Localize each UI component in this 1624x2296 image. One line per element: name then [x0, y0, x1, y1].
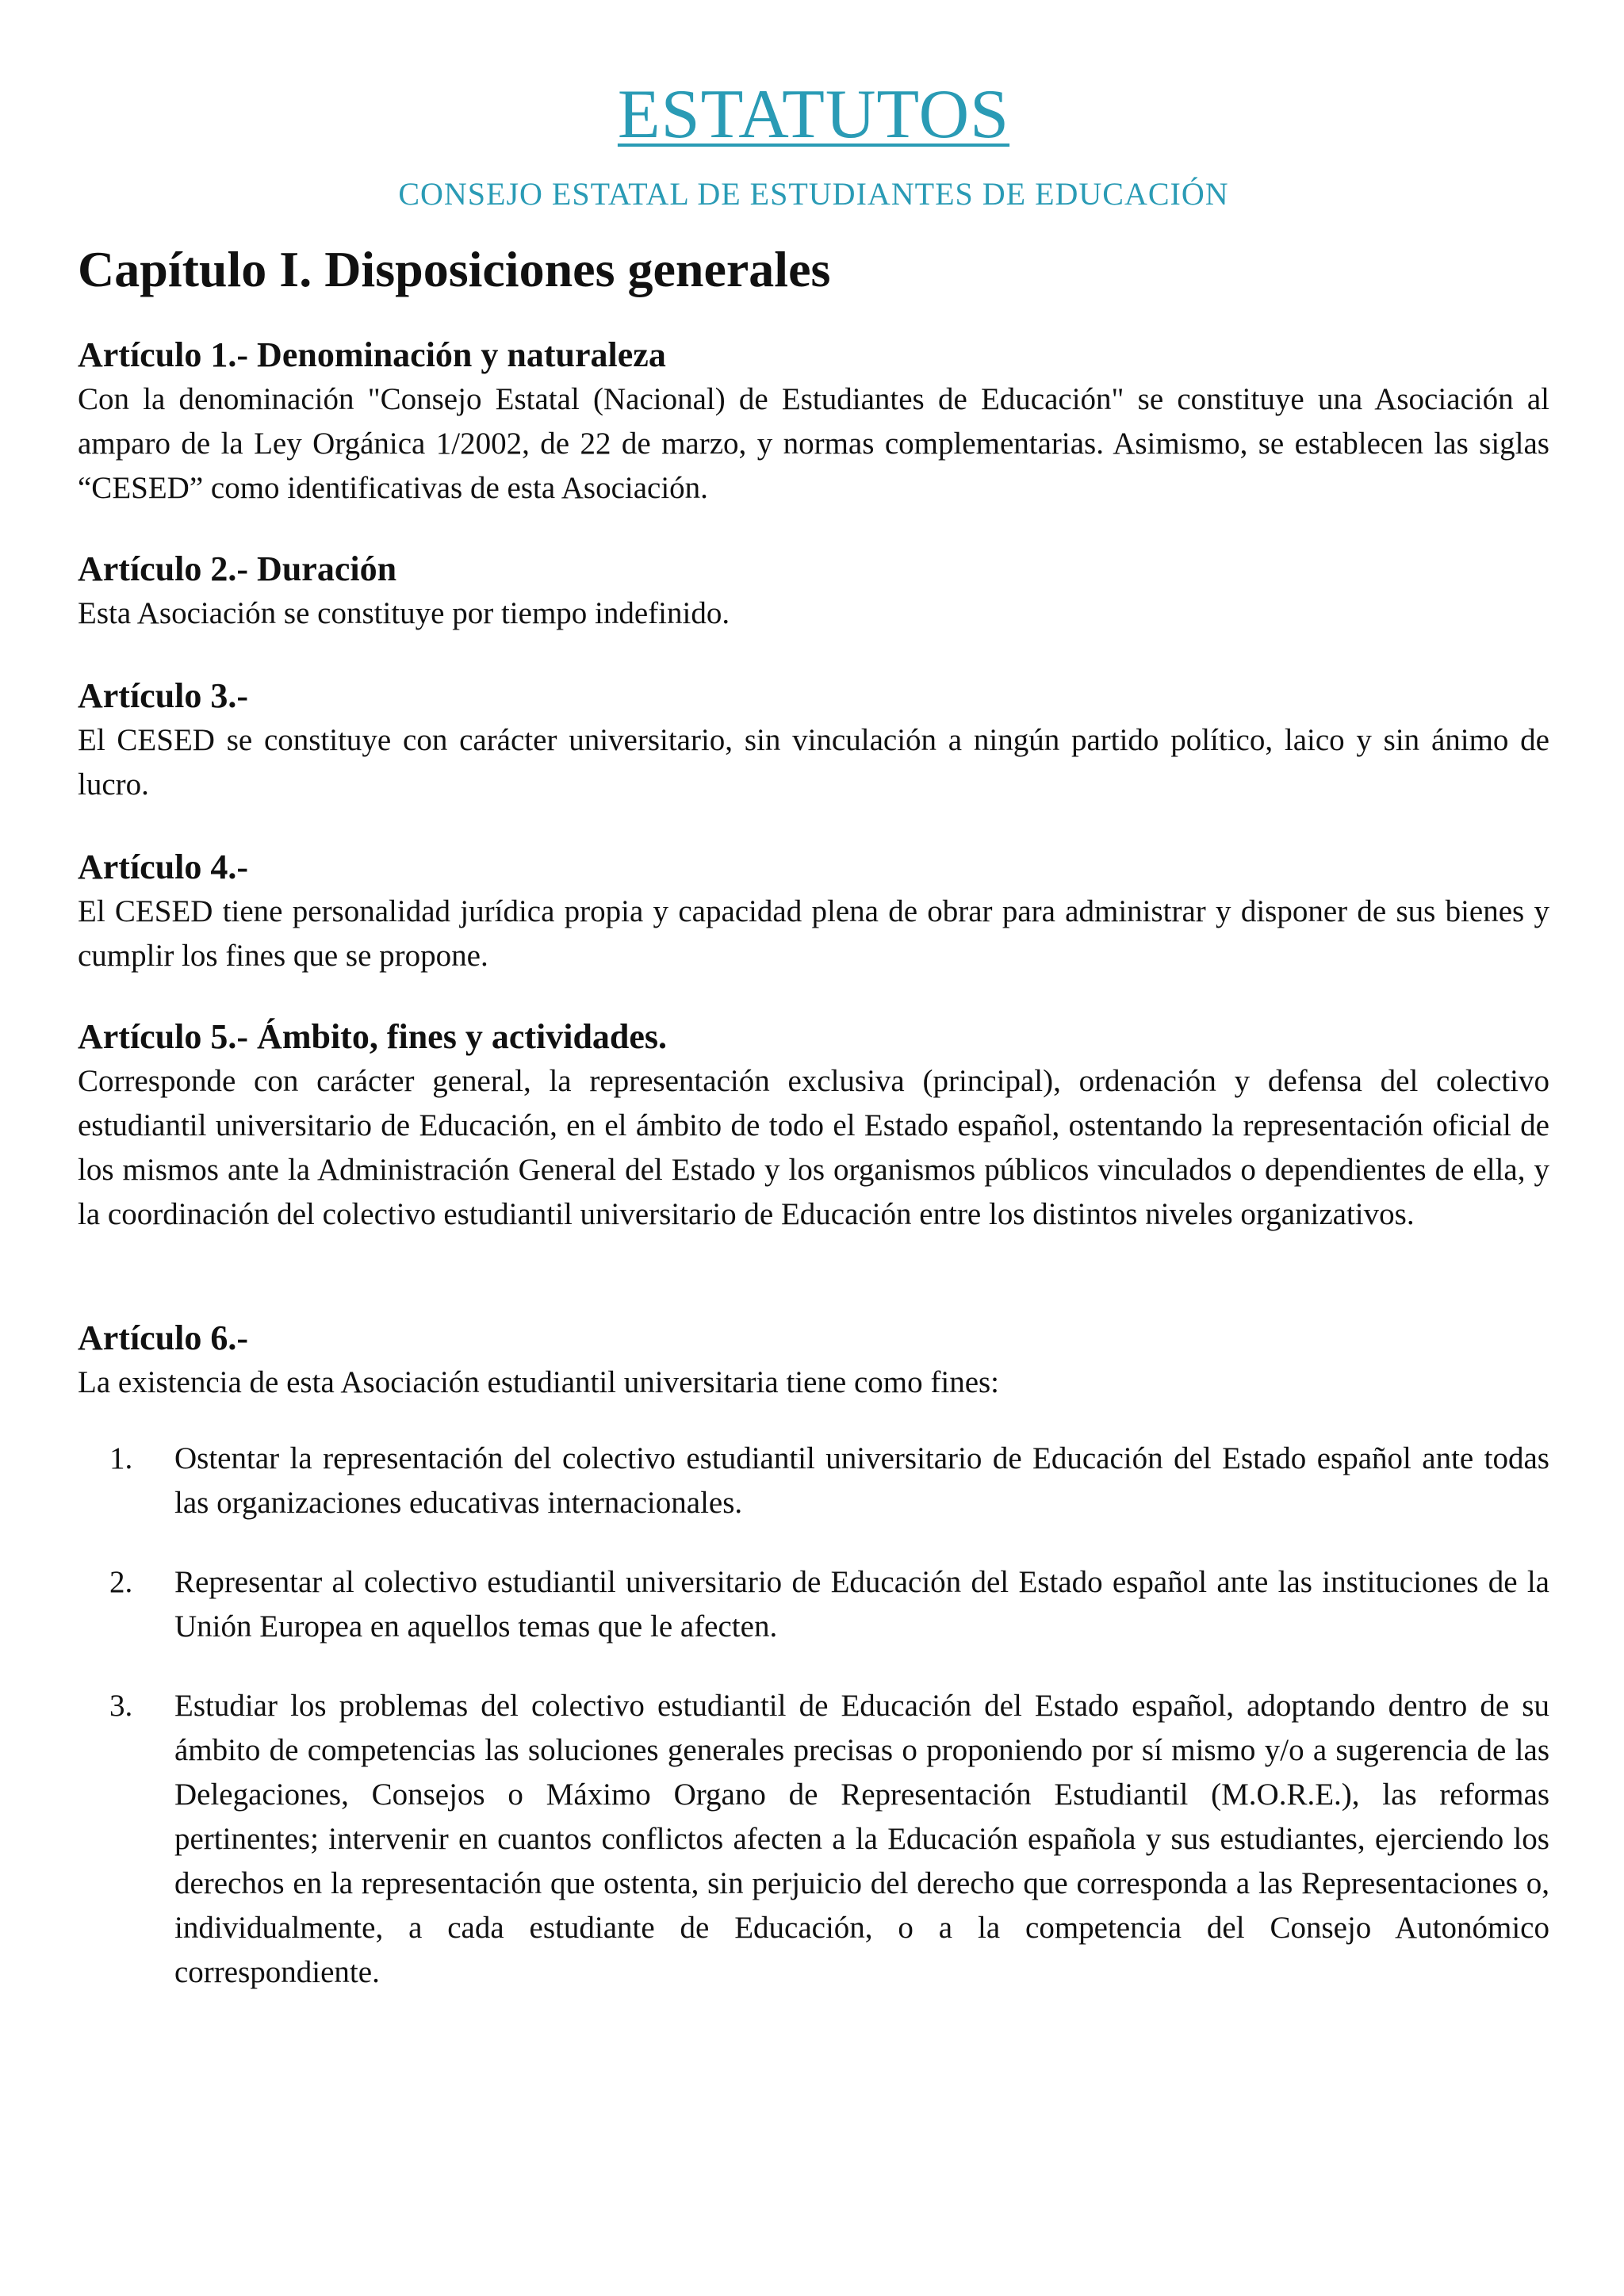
- list-item: [78, 1684, 1549, 1995]
- list-item-number: 2.: [109, 1565, 133, 1599]
- article-4: [78, 845, 1549, 978]
- article-6: [78, 1316, 1549, 1405]
- article-body: El CESED se constituye con carácter universitario, sin vinculación a ningún partido político, laico y sin ánimo de lucro.: [78, 723, 1549, 802]
- article-heading: Artículo 4.-: [78, 848, 249, 886]
- article-body: Corresponde con carácter general, la representación exclusiva (principal), ordenación y defensa del colectivo estudiantil universitario de Educación, en el ámbito de todo el Estado español, ostentando la representación oficial de los mismos ante la Administración General del Estado y los organismos públicos vinculados o dependientes de ella, y la coordinación del colectivo estudiantil universitario de Educación entre los distintos niveles organizativos.: [78, 1064, 1549, 1231]
- article-5: [78, 1015, 1549, 1237]
- document-subtitle: CONSEJO ESTATAL DE ESTUDIANTES DE EDUCACIÓN: [398, 176, 1229, 212]
- list-item-number: 3.: [109, 1689, 133, 1723]
- article-body: Esta Asociación se constituye por tiempo indefinido.: [78, 596, 730, 630]
- article-body: Con la denominación "Consejo Estatal (Nacional) de Estudiantes de Educación" se constituye una Asociación al amparo de la Ley Orgánica 1/2002, de 22 de marzo, y normas complementarias. Asimismo, se establecen las siglas “CESED” como identificativas de esta Asociación.: [78, 382, 1549, 505]
- document-title: [78, 71, 1549, 159]
- article-2: [78, 547, 1549, 636]
- article-heading: Artículo 6.-: [78, 1318, 249, 1357]
- list-item-text: Representar al colectivo estudiantil universitario de Educación del Estado español ante las instituciones de la Unión Europea en aquellos temas que le afecten.: [174, 1565, 1549, 1644]
- fines-list: [78, 1437, 1549, 2030]
- article-heading: Artículo 3.-: [78, 676, 249, 715]
- article-body: El CESED tiene personalidad jurídica propia y capacidad plena de obrar para administrar y disponer de sus bienes y cumplir los fines que se propone.: [78, 894, 1549, 973]
- list-item: [78, 1437, 1549, 1525]
- document-title-text: ESTATUTOS: [617, 76, 1010, 153]
- list-item: [78, 1560, 1549, 1649]
- article-heading: Artículo 5.- Ámbito, fines y actividades.: [78, 1017, 668, 1056]
- article-3: [78, 674, 1549, 807]
- list-item-number: 1.: [109, 1441, 133, 1475]
- list-item-text: Estudiar los problemas del colectivo estudiantil de Educación del Estado español, adoptando dentro de su ámbito de competencias las soluciones generales precisas o proponiendo por sí mismo y/o a sugerencia de las Delegaciones, Consejos o Máximo Organo de Representación Estudiantil (M.O.R.E.), las reformas pertinentes; intervenir en cuantos conflictos afecten a la Educación española y sus estudiantes, ejerciendo los derechos en la representación que ostenta, sin perjuicio del derecho que corresponda a las Representaciones o, individualmente, a cada estudiante de Educación, o a la competencia del Consejo Autonómico correspondiente.: [174, 1689, 1549, 1989]
- article-heading: Artículo 1.- Denominación y naturaleza: [78, 335, 666, 374]
- list-item-text: Ostentar la representación del colectivo estudiantil universitario de Educación del Estado español ante todas las organizaciones educativas internacionales.: [174, 1441, 1549, 1520]
- article-body: La existencia de esta Asociación estudiantil universitaria tiene como fines:: [78, 1365, 1000, 1399]
- article-heading: Artículo 2.- Duración: [78, 549, 397, 588]
- article-1: [78, 333, 1549, 511]
- chapter-title: Capítulo I. Disposiciones generales: [78, 241, 831, 297]
